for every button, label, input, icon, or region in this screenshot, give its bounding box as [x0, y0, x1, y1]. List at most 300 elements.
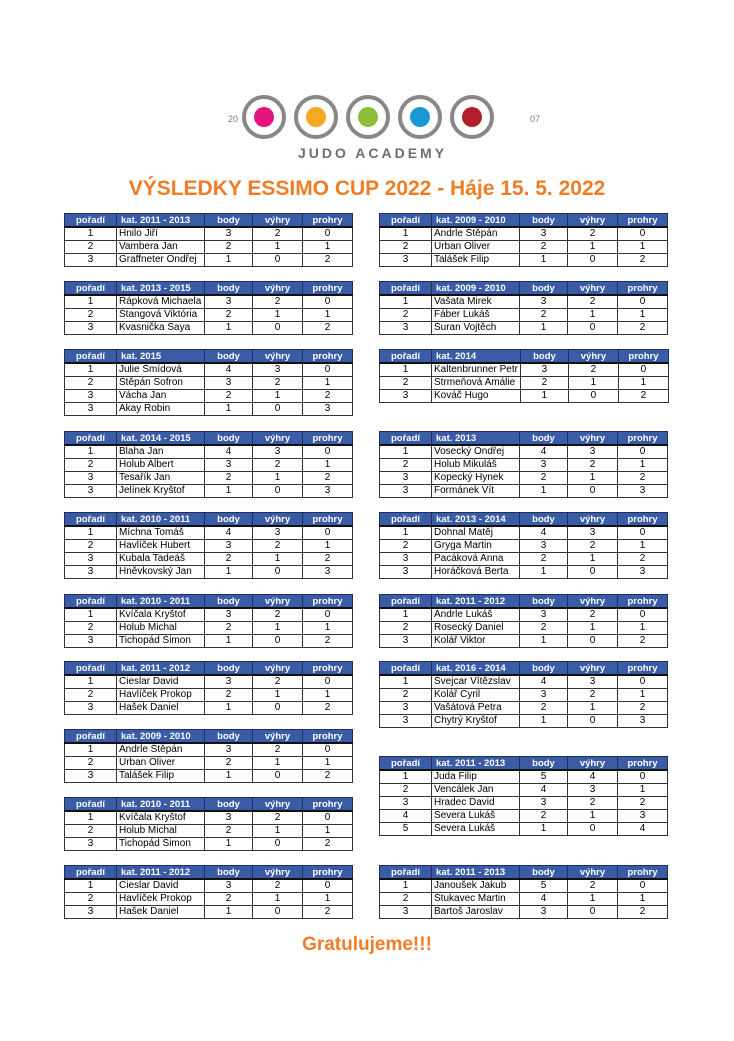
losses-cell: 1	[618, 377, 668, 390]
points-cell: 1	[520, 566, 568, 579]
name-cell: Pacáková Anna	[432, 553, 520, 566]
losses-cell: 1	[618, 622, 668, 635]
name-cell: Tichopád Šimon	[117, 838, 205, 851]
congratulations-text: Gratulujeme!!!	[302, 934, 432, 955]
losses-cell: 2	[303, 322, 353, 335]
losses-cell: 2	[303, 390, 353, 403]
rank-cell: 1	[65, 675, 117, 689]
rank-cell: 1	[380, 295, 432, 309]
points-cell: 3	[520, 363, 568, 377]
rank-header: pořadí	[65, 282, 117, 296]
rank-cell: 1	[380, 445, 432, 459]
points-cell: 2	[205, 689, 253, 702]
losses-header: prohry	[303, 282, 353, 296]
points-cell: 1	[205, 770, 253, 783]
rank-cell: 1	[380, 526, 432, 540]
results-table	[379, 865, 668, 919]
points-cell: 4	[205, 445, 253, 459]
wins-cell: 0	[253, 770, 303, 783]
losses-cell: 1	[303, 377, 353, 390]
losses-cell: 0	[303, 363, 353, 377]
wins-cell: 2	[253, 879, 303, 893]
name-cell: Hněvkovský Jan	[117, 566, 205, 579]
points-cell: 1	[520, 322, 568, 335]
name-cell: Rosecký Daniel	[432, 622, 520, 635]
losses-header: prohry	[618, 595, 668, 609]
points-header: body	[205, 513, 253, 527]
wins-header: výhry	[568, 350, 618, 364]
ring-dot	[462, 107, 482, 127]
wins-cell: 0	[253, 838, 303, 851]
table-row	[380, 689, 668, 702]
name-cell: Strmeňová Amálie	[432, 377, 521, 390]
table-row	[380, 622, 668, 635]
losses-cell: 2	[303, 635, 353, 648]
rank-cell: 2	[380, 622, 432, 635]
rank-cell: 3	[380, 566, 432, 579]
losses-cell: 2	[303, 553, 353, 566]
losses-cell: 3	[618, 566, 668, 579]
table-row	[65, 309, 353, 322]
rank-cell: 3	[380, 390, 432, 403]
losses-cell: 1	[618, 784, 668, 797]
losses-cell: 1	[303, 825, 353, 838]
wins-cell: 3	[568, 445, 618, 459]
wins-header: výhry	[253, 798, 303, 812]
rank-cell: 3	[65, 838, 117, 851]
name-cell: Tichopád Šimon	[117, 635, 205, 648]
rank-cell: 1	[65, 608, 117, 622]
rank-cell: 3	[65, 485, 117, 498]
category-header: kat. 2009 - 2010	[432, 214, 520, 228]
table-row	[380, 377, 669, 390]
table-row	[380, 797, 668, 810]
wins-cell: 1	[253, 241, 303, 254]
points-cell: 2	[520, 309, 568, 322]
points-cell: 3	[520, 906, 568, 919]
logo-year-left: 20	[228, 114, 239, 124]
wins-header: výhry	[253, 214, 303, 228]
results-table	[64, 661, 353, 715]
losses-cell: 2	[303, 906, 353, 919]
results-table	[64, 865, 353, 919]
losses-cell: 0	[303, 227, 353, 241]
name-cell: Hašek Daniel	[117, 702, 205, 715]
losses-cell: 2	[618, 797, 668, 810]
name-cell: Řápková Michaela	[117, 295, 205, 309]
rank-header: pořadí	[65, 432, 117, 446]
losses-cell: 2	[618, 390, 668, 403]
wins-header: výhry	[568, 595, 618, 609]
wins-cell: 2	[253, 377, 303, 390]
losses-header: prohry	[618, 757, 668, 771]
losses-cell: 1	[618, 309, 668, 322]
rank-header: pořadí	[380, 595, 432, 609]
name-cell: Kolář Cyril	[432, 689, 520, 702]
name-cell: Jelínek Kryštof	[117, 485, 205, 498]
name-cell: Štukavec Martin	[432, 893, 520, 906]
points-cell: 2	[205, 309, 253, 322]
name-cell: Gryga Martin	[432, 540, 520, 553]
rank-cell: 3	[65, 322, 117, 335]
logo-year-right: 07	[530, 114, 541, 124]
wins-cell: 0	[253, 322, 303, 335]
logo-brand-text: JUDO ACADEMY	[298, 145, 448, 161]
losses-cell: 2	[618, 553, 668, 566]
rank-cell: 2	[65, 540, 117, 553]
losses-cell: 1	[303, 241, 353, 254]
rank-cell: 2	[380, 689, 432, 702]
results-table	[379, 349, 669, 403]
wins-cell: 3	[568, 784, 618, 797]
table-row	[380, 675, 668, 689]
table-header-row	[65, 662, 353, 676]
wins-header: výhry	[568, 662, 618, 676]
name-cell: Andrle Lukáš	[432, 608, 520, 622]
wins-cell: 2	[568, 227, 618, 241]
losses-cell: 1	[303, 540, 353, 553]
wins-cell: 2	[253, 811, 303, 825]
name-cell: Graffneter Ondřej	[117, 254, 205, 267]
name-cell: Holub Michal	[117, 825, 205, 838]
losses-header: prohry	[618, 513, 668, 527]
wins-cell: 2	[253, 675, 303, 689]
name-cell: Holub Michal	[117, 622, 205, 635]
wins-cell: 2	[253, 743, 303, 757]
points-cell: 4	[520, 675, 568, 689]
wins-cell: 0	[253, 702, 303, 715]
results-table	[64, 797, 353, 851]
losses-cell: 1	[303, 757, 353, 770]
wins-cell: 0	[253, 254, 303, 267]
name-cell: Urban Oliver	[117, 757, 205, 770]
table-row	[65, 811, 353, 825]
points-cell: 2	[520, 622, 568, 635]
category-header: kat. 2011 - 2013	[432, 757, 520, 771]
wins-cell: 0	[253, 566, 303, 579]
points-cell: 1	[520, 715, 568, 728]
rank-cell: 3	[380, 472, 432, 485]
category-header: kat. 2014 - 2015	[117, 432, 205, 446]
points-cell: 1	[205, 838, 253, 851]
points-header: body	[205, 214, 253, 228]
points-cell: 2	[520, 810, 568, 823]
wins-cell: 2	[253, 295, 303, 309]
points-cell: 3	[205, 675, 253, 689]
losses-cell: 0	[303, 295, 353, 309]
name-cell: Severa Lukáš	[432, 823, 520, 836]
ring-dot	[306, 107, 326, 127]
losses-cell: 1	[303, 309, 353, 322]
table-row	[65, 770, 353, 783]
table-row	[380, 390, 669, 403]
rank-cell: 1	[380, 363, 432, 377]
losses-cell: 2	[303, 838, 353, 851]
wins-cell: 1	[568, 810, 618, 823]
losses-header: prohry	[303, 866, 353, 880]
table-row	[65, 608, 353, 622]
losses-cell: 1	[618, 459, 668, 472]
name-cell: Kvíčala Kryštof	[117, 811, 205, 825]
table-header-row	[65, 282, 353, 296]
rank-cell: 3	[65, 770, 117, 783]
rank-header: pořadí	[380, 866, 432, 880]
points-header: body	[205, 866, 253, 880]
wins-cell: 2	[568, 295, 618, 309]
points-header: body	[205, 798, 253, 812]
losses-cell: 0	[303, 743, 353, 757]
name-cell: Holub Mikuláš	[432, 459, 520, 472]
wins-cell: 2	[568, 797, 618, 810]
table-header-row	[65, 730, 353, 744]
wins-header: výhry	[253, 730, 303, 744]
name-cell: Havlíček Prokop	[117, 893, 205, 906]
name-cell: Formánek Vít	[432, 485, 520, 498]
name-cell: Šuran Vojtěch	[432, 322, 520, 335]
page-title: VÝSLEDKY ESSIMO CUP 2022 - Háje 15. 5. 2022	[128, 177, 606, 200]
name-cell: Holub Albert	[117, 459, 205, 472]
table-row	[380, 472, 668, 485]
ring-icon	[242, 95, 286, 139]
name-cell: Talášek Filip	[117, 770, 205, 783]
rank-cell: 3	[65, 566, 117, 579]
table-row	[65, 390, 353, 403]
judo-academy-logo	[208, 92, 541, 162]
points-cell: 2	[520, 241, 568, 254]
wins-header: výhry	[568, 282, 618, 296]
wins-cell: 3	[568, 675, 618, 689]
name-cell: Andrle Štěpán	[432, 227, 520, 241]
rank-cell: 3	[380, 906, 432, 919]
rank-header: pořadí	[65, 730, 117, 744]
rank-cell: 3	[65, 553, 117, 566]
table-row	[380, 784, 668, 797]
name-cell: Blaha Jan	[117, 445, 205, 459]
rank-cell: 1	[380, 770, 432, 784]
rank-cell: 3	[380, 553, 432, 566]
points-cell: 2	[205, 622, 253, 635]
rank-cell: 2	[380, 784, 432, 797]
name-cell: Akay Robin	[117, 403, 205, 416]
rank-cell: 3	[65, 635, 117, 648]
losses-cell: 1	[303, 689, 353, 702]
table-row	[65, 403, 353, 416]
losses-cell: 3	[303, 403, 353, 416]
points-cell: 1	[520, 390, 568, 403]
wins-cell: 1	[568, 377, 618, 390]
points-cell: 2	[520, 377, 568, 390]
wins-cell: 1	[253, 689, 303, 702]
losses-cell: 2	[303, 254, 353, 267]
table-header-row	[65, 350, 353, 364]
table-row	[65, 675, 353, 689]
rank-cell: 2	[65, 689, 117, 702]
losses-cell: 2	[303, 702, 353, 715]
rank-cell: 1	[65, 363, 117, 377]
table-row	[380, 810, 668, 823]
points-cell: 1	[205, 403, 253, 416]
ring-dot	[254, 107, 274, 127]
points-header: body	[520, 757, 568, 771]
table-header-row	[65, 595, 353, 609]
rank-cell: 2	[65, 377, 117, 390]
points-cell: 2	[205, 390, 253, 403]
wins-header: výhry	[568, 432, 618, 446]
losses-cell: 0	[618, 227, 668, 241]
table-row	[65, 295, 353, 309]
category-header: kat. 2010 - 2011	[117, 513, 205, 527]
points-cell: 2	[205, 241, 253, 254]
wins-header: výhry	[568, 866, 618, 880]
rank-cell: 4	[380, 810, 432, 823]
name-cell: Havlíček Hubert	[117, 540, 205, 553]
name-cell: Vosecký Ondřej	[432, 445, 520, 459]
losses-cell: 0	[618, 295, 668, 309]
results-table	[379, 431, 668, 498]
points-cell: 3	[205, 295, 253, 309]
rank-cell: 3	[65, 254, 117, 267]
table-header-row	[65, 866, 353, 880]
table-header-row	[380, 432, 668, 446]
points-cell: 2	[205, 553, 253, 566]
name-cell: Julie Šmídová	[117, 363, 205, 377]
points-cell: 2	[205, 825, 253, 838]
losses-header: prohry	[303, 730, 353, 744]
points-cell: 1	[520, 823, 568, 836]
rank-cell: 2	[380, 459, 432, 472]
losses-cell: 0	[303, 445, 353, 459]
name-cell: Vambera Jan	[117, 241, 205, 254]
category-header: kat. 2013 - 2015	[117, 282, 205, 296]
wins-cell: 0	[568, 635, 618, 648]
rank-cell: 3	[65, 390, 117, 403]
wins-cell: 2	[253, 540, 303, 553]
table-header-row	[380, 595, 668, 609]
losses-cell: 0	[618, 879, 668, 893]
table-row	[65, 254, 353, 267]
rank-cell: 1	[380, 227, 432, 241]
ring-dot	[358, 107, 378, 127]
wins-cell: 1	[253, 825, 303, 838]
rank-header: pořadí	[65, 513, 117, 527]
rank-cell: 1	[380, 879, 432, 893]
table-row	[380, 526, 668, 540]
wins-cell: 2	[253, 608, 303, 622]
rank-header: pořadí	[380, 214, 432, 228]
rank-header: pořadí	[65, 662, 117, 676]
losses-cell: 3	[303, 566, 353, 579]
table-row	[65, 879, 353, 893]
ring-icon	[398, 95, 442, 139]
table-row	[65, 377, 353, 390]
losses-cell: 1	[618, 241, 668, 254]
wins-cell: 1	[568, 309, 618, 322]
rank-cell: 2	[65, 459, 117, 472]
points-header: body	[520, 214, 568, 228]
table-row	[65, 566, 353, 579]
losses-cell: 3	[618, 810, 668, 823]
rank-cell: 5	[380, 823, 432, 836]
table-row	[380, 322, 668, 335]
table-row	[65, 702, 353, 715]
wins-cell: 0	[568, 254, 618, 267]
rank-cell: 3	[380, 797, 432, 810]
rank-cell: 2	[65, 825, 117, 838]
results-table	[379, 756, 668, 836]
name-cell: Urban Oliver	[432, 241, 520, 254]
points-cell: 2	[205, 757, 253, 770]
category-header: kat. 2011 - 2012	[117, 866, 205, 880]
losses-cell: 2	[618, 254, 668, 267]
table-header-row	[380, 350, 669, 364]
points-cell: 3	[205, 227, 253, 241]
wins-cell: 2	[568, 689, 618, 702]
rank-header: pořadí	[380, 662, 432, 676]
table-row	[65, 553, 353, 566]
table-header-row	[380, 513, 668, 527]
points-header: body	[520, 595, 568, 609]
name-cell: Cieslar David	[117, 675, 205, 689]
rank-cell: 3	[65, 472, 117, 485]
wins-cell: 0	[253, 403, 303, 416]
table-row	[380, 823, 668, 836]
points-header: body	[205, 432, 253, 446]
wins-cell: 0	[568, 906, 618, 919]
rank-cell: 1	[65, 445, 117, 459]
losses-cell: 2	[618, 702, 668, 715]
table-row	[65, 227, 353, 241]
category-header: kat. 2010 - 2011	[117, 595, 205, 609]
table-row	[65, 893, 353, 906]
points-cell: 2	[205, 472, 253, 485]
table-row	[65, 445, 353, 459]
wins-cell: 1	[253, 757, 303, 770]
table-row	[380, 459, 668, 472]
name-cell: Štangová Viktória	[117, 309, 205, 322]
table-row	[380, 553, 668, 566]
rank-cell: 2	[380, 540, 432, 553]
losses-cell: 0	[618, 608, 668, 622]
table-row	[380, 295, 668, 309]
name-cell: Vencálek Jan	[432, 784, 520, 797]
rank-cell: 1	[65, 526, 117, 540]
rank-cell: 2	[65, 241, 117, 254]
rank-header: pořadí	[380, 513, 432, 527]
wins-header: výhry	[253, 595, 303, 609]
wins-header: výhry	[253, 282, 303, 296]
table-row	[380, 485, 668, 498]
wins-cell: 3	[253, 445, 303, 459]
points-header: body	[520, 513, 568, 527]
category-header: kat. 2011 - 2013	[117, 214, 205, 228]
losses-cell: 1	[618, 893, 668, 906]
points-header: body	[520, 282, 568, 296]
losses-cell: 3	[618, 485, 668, 498]
name-cell: Dohnal Matěj	[432, 526, 520, 540]
table-row	[65, 689, 353, 702]
rank-cell: 1	[380, 675, 432, 689]
wins-cell: 1	[568, 472, 618, 485]
results-table	[379, 281, 668, 335]
rank-cell: 1	[65, 227, 117, 241]
losses-header: prohry	[618, 282, 668, 296]
points-cell: 3	[205, 459, 253, 472]
wins-header: výhry	[568, 214, 618, 228]
rank-cell: 3	[65, 906, 117, 919]
losses-header: prohry	[303, 798, 353, 812]
points-header: body	[205, 730, 253, 744]
points-cell: 3	[520, 227, 568, 241]
